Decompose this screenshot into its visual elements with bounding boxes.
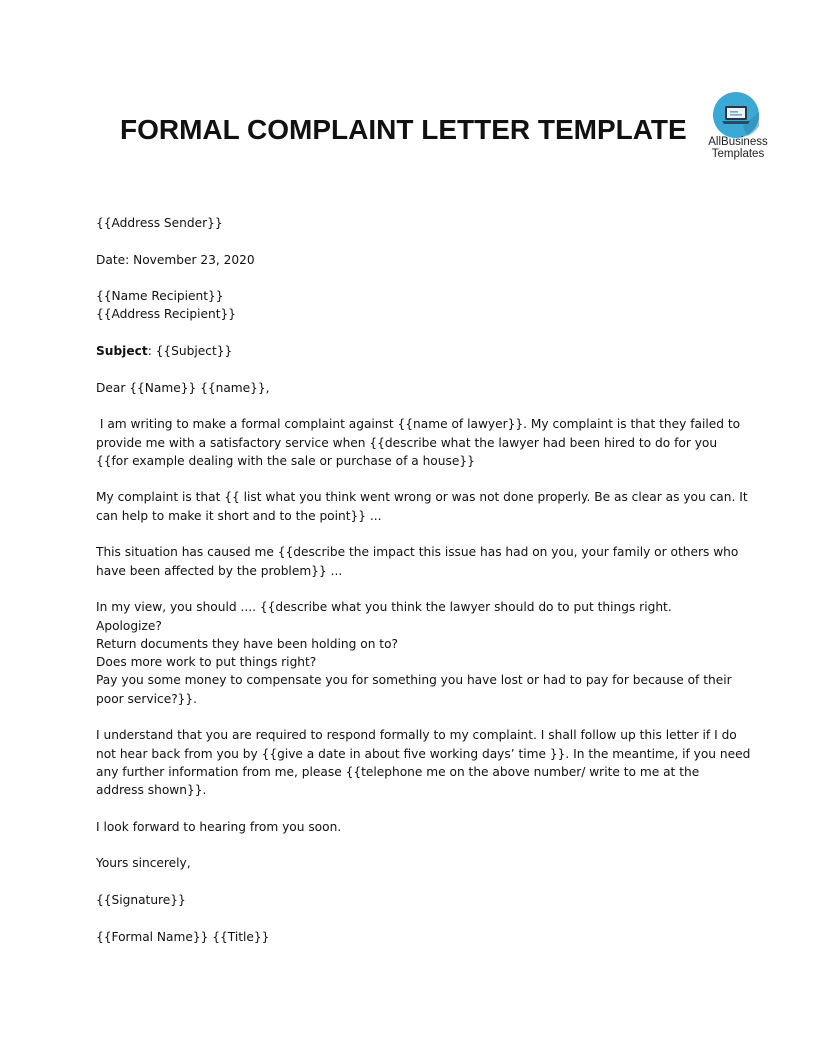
paragraph-line: Return documents they have been holding on to? [96, 636, 399, 651]
paragraph-line: This situation has caused me {{describe the impact this issue has had on you, your family or others who [96, 545, 739, 560]
logo-line-2: Templates [711, 148, 765, 160]
paragraph-line: not hear back from you by {{give a date in about five working days’ time }}. In the meantime, if you need [96, 746, 751, 761]
paragraph-line: Apologize? [96, 618, 162, 633]
paragraph-line: poor service?}}. [96, 691, 198, 706]
recipient-block [96, 287, 726, 324]
subject-line [96, 342, 726, 360]
laptop-icon [713, 92, 759, 138]
logo-line-1: AllBusiness [708, 136, 768, 148]
sign-off: Yours sincerely, [96, 856, 191, 871]
address-recipient: {{Address Recipient}} [96, 307, 237, 322]
subject-label: Subject [96, 344, 148, 359]
paragraph-line: I am writing to make a formal complaint against {{name of lawyer}}. My complaint is that they failed to [96, 417, 741, 432]
paragraph-line: address shown}}. [96, 783, 207, 798]
paragraph-3 [96, 543, 739, 580]
closing-line: I look forward to hearing from you soon. [96, 819, 342, 834]
name-recipient: {{Name Recipient}} [96, 289, 224, 304]
paragraph-1 [96, 415, 741, 470]
formal-name: {{Formal Name}} {{Title}} [96, 929, 270, 944]
paragraph-4 [96, 598, 732, 708]
paragraph-line: In my view, you should .... {{describe what you think the lawyer should do to put things right. [96, 600, 672, 615]
paragraph-line: Pay you some money to compensate you for something you have lost or had to pay for because of their [96, 673, 732, 688]
letter-date: Date: November 23, 2020 [96, 252, 255, 267]
paragraph-line: can help to make it short and to the point}} ... [96, 508, 382, 523]
allbusiness-templates-logo [700, 90, 782, 170]
paragraph-line: I understand that you are required to respond formally to my complaint. I shall follow up this letter if I do [96, 728, 737, 743]
salutation: Dear {{Name}} {{name}}, [96, 380, 270, 395]
paragraph-line: any further information from me, please {{telephone me on the above number/ write to me at the [96, 764, 700, 779]
logo-text [700, 136, 776, 160]
paragraph-line: provide me with a satisfactory service when {{describe what the lawyer had been hired to do for you [96, 435, 718, 450]
paragraph-line: My complaint is that {{ list what you think went wrong or was not done properly. Be as clear as you can. It [96, 490, 748, 505]
paragraph-line: Does more work to put things right? [96, 655, 317, 670]
paragraph-5 [96, 726, 751, 799]
document-title: FORMAL COMPLAINT LETTER TEMPLATE [120, 114, 687, 145]
paragraph-line: {{for example dealing with the sale or purchase of a house}} [96, 453, 475, 468]
address-sender: {{Address Sender}} [96, 216, 223, 230]
signature-placeholder: {{Signature}} [96, 892, 186, 907]
letter-body [96, 214, 751, 964]
paragraph-line: have been affected by the problem}} ... [96, 563, 343, 578]
subject-value: : {{Subject}} [147, 344, 233, 359]
paragraph-2 [96, 488, 748, 525]
